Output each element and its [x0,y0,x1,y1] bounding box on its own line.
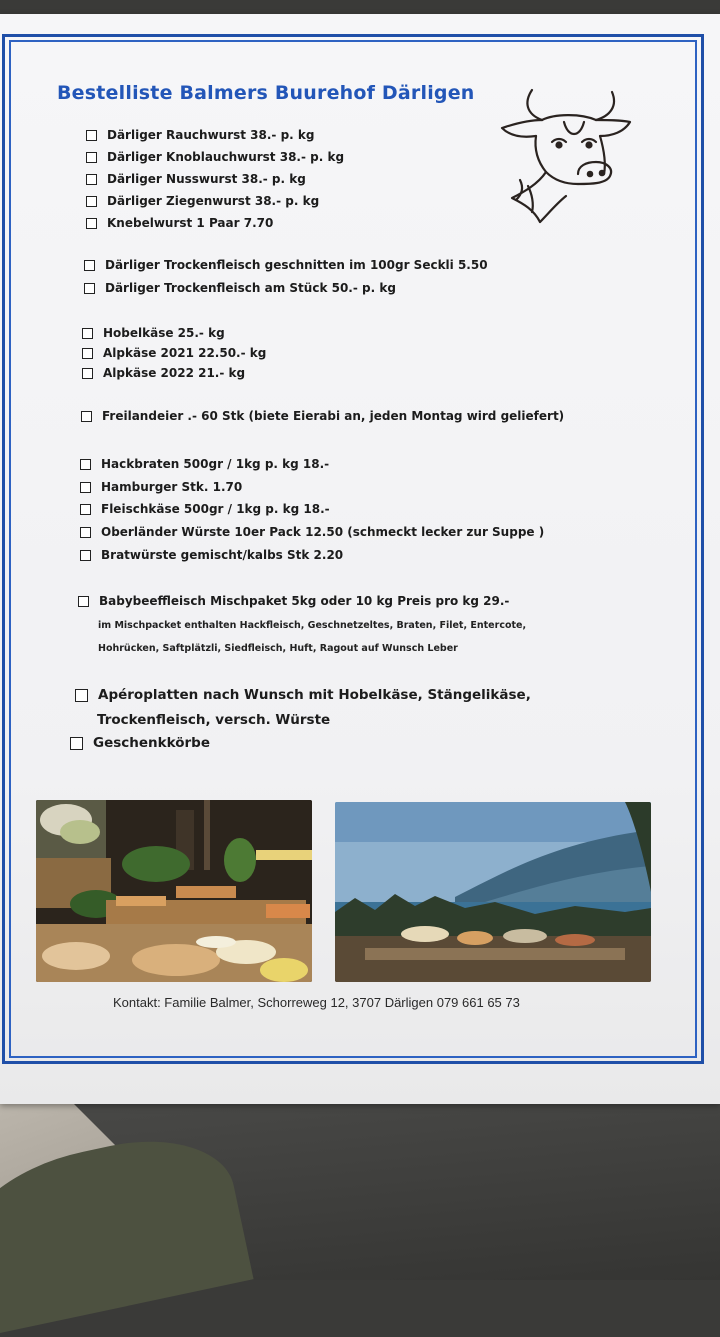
item-label: Hamburger Stk. 1.70 [101,480,243,494]
order-item[interactable] [80,502,330,516]
checkbox-icon[interactable] [86,130,97,141]
order-item[interactable] [84,258,488,272]
item-label: Oberländer Würste 10er Pack 12.50 (schmeckt lecker zur Suppe ) [101,525,545,539]
item-label: Alpkäse 2021 22.50.- kg [103,346,267,360]
checkbox-icon[interactable] [80,482,91,493]
checkbox-icon[interactable] [80,550,91,561]
checkbox-icon[interactable] [86,152,97,163]
item-label: Geschenkkörbe [93,735,210,751]
page-title: Bestelliste Balmers Buurehof Därligen [57,82,475,104]
item-label: Alpkäse 2022 21.- kg [103,366,246,380]
item-label: Därliger Ziegenwurst 38.- p. kg [107,194,320,208]
order-item[interactable] [86,194,319,208]
order-item[interactable] [80,548,343,562]
item-label: Freilandeier .- 60 Stk (biete Eierabi an, jeden Montag wird geliefert) [102,409,565,423]
item-label: Bratwürste gemischt/kalbs Stk 2.20 [101,548,344,562]
item-label: Fleischkäse 500gr / 1kg p. kg 18.- [101,502,330,516]
item-label: Trockenfleisch, versch. Würste [97,712,331,728]
checkbox-icon[interactable] [80,459,91,470]
item-label: Babybeeffleisch Mischpaket 5kg oder 10 kg Preis pro kg 29.- [99,594,510,608]
checkbox-icon[interactable] [81,411,92,422]
order-item[interactable] [70,735,210,751]
order-item[interactable] [80,525,544,539]
item-description: im Mischpacket enthalten Hackfleisch, Geschnetzeltes, Braten, Filet, Entercote, [98,620,527,631]
order-item[interactable] [86,150,344,164]
item-label: Hackbraten 500gr / 1kg p. kg 18.- [101,457,330,471]
checkbox-icon[interactable] [82,368,93,379]
order-item[interactable] [80,480,242,494]
checkbox-icon[interactable] [78,596,89,607]
contact-info: Kontakt: Familie Balmer, Schorreweg 12, 3707 Därligen 079 661 65 73 [113,995,520,1010]
checkbox-icon[interactable] [86,174,97,185]
order-item[interactable] [82,366,245,380]
lake-terrace-photo [335,802,651,982]
checkbox-icon[interactable] [80,504,91,515]
checkbox-icon[interactable] [82,348,93,359]
order-item[interactable] [82,326,225,340]
item-label-continued [97,712,330,728]
order-item[interactable] [86,216,273,230]
order-item[interactable] [86,128,314,142]
item-label: Knebelwurst 1 Paar 7.70 [107,216,274,230]
buffet-photo [36,800,312,982]
item-label: Därliger Trockenfleisch am Stück 50.- p. kg [105,281,396,295]
item-label: Apéroplatten nach Wunsch mit Hobelkäse, Stängelikäse, [98,687,531,703]
item-description: Hohrücken, Saftplätzli, Siedfleisch, Huft, Ragout auf Wunsch Leber [98,643,458,654]
checkbox-icon[interactable] [70,737,83,750]
item-label: Därliger Knoblauchwurst 38.- p. kg [107,150,345,164]
item-label: Därliger Nusswurst 38.- p. kg [107,172,306,186]
checkbox-icon[interactable] [84,260,95,271]
checkbox-icon[interactable] [80,527,91,538]
item-label: Därliger Rauchwurst 38.- p. kg [107,128,315,142]
item-label: Därliger Trockenfleisch geschnitten im 100gr Seckli 5.50 [105,258,488,272]
order-item[interactable] [75,687,531,703]
item-label: Hobelkäse 25.- kg [103,326,225,340]
order-item[interactable] [82,346,266,360]
order-item[interactable] [84,281,396,295]
order-item[interactable] [78,594,509,608]
order-item[interactable] [81,409,564,423]
order-item[interactable] [80,457,329,471]
checkbox-icon[interactable] [84,283,95,294]
cow-icon [494,80,634,235]
checkbox-icon[interactable] [75,689,88,702]
checkbox-icon[interactable] [86,218,97,229]
checkbox-icon[interactable] [86,196,97,207]
order-item[interactable] [86,172,306,186]
checkbox-icon[interactable] [82,328,93,339]
